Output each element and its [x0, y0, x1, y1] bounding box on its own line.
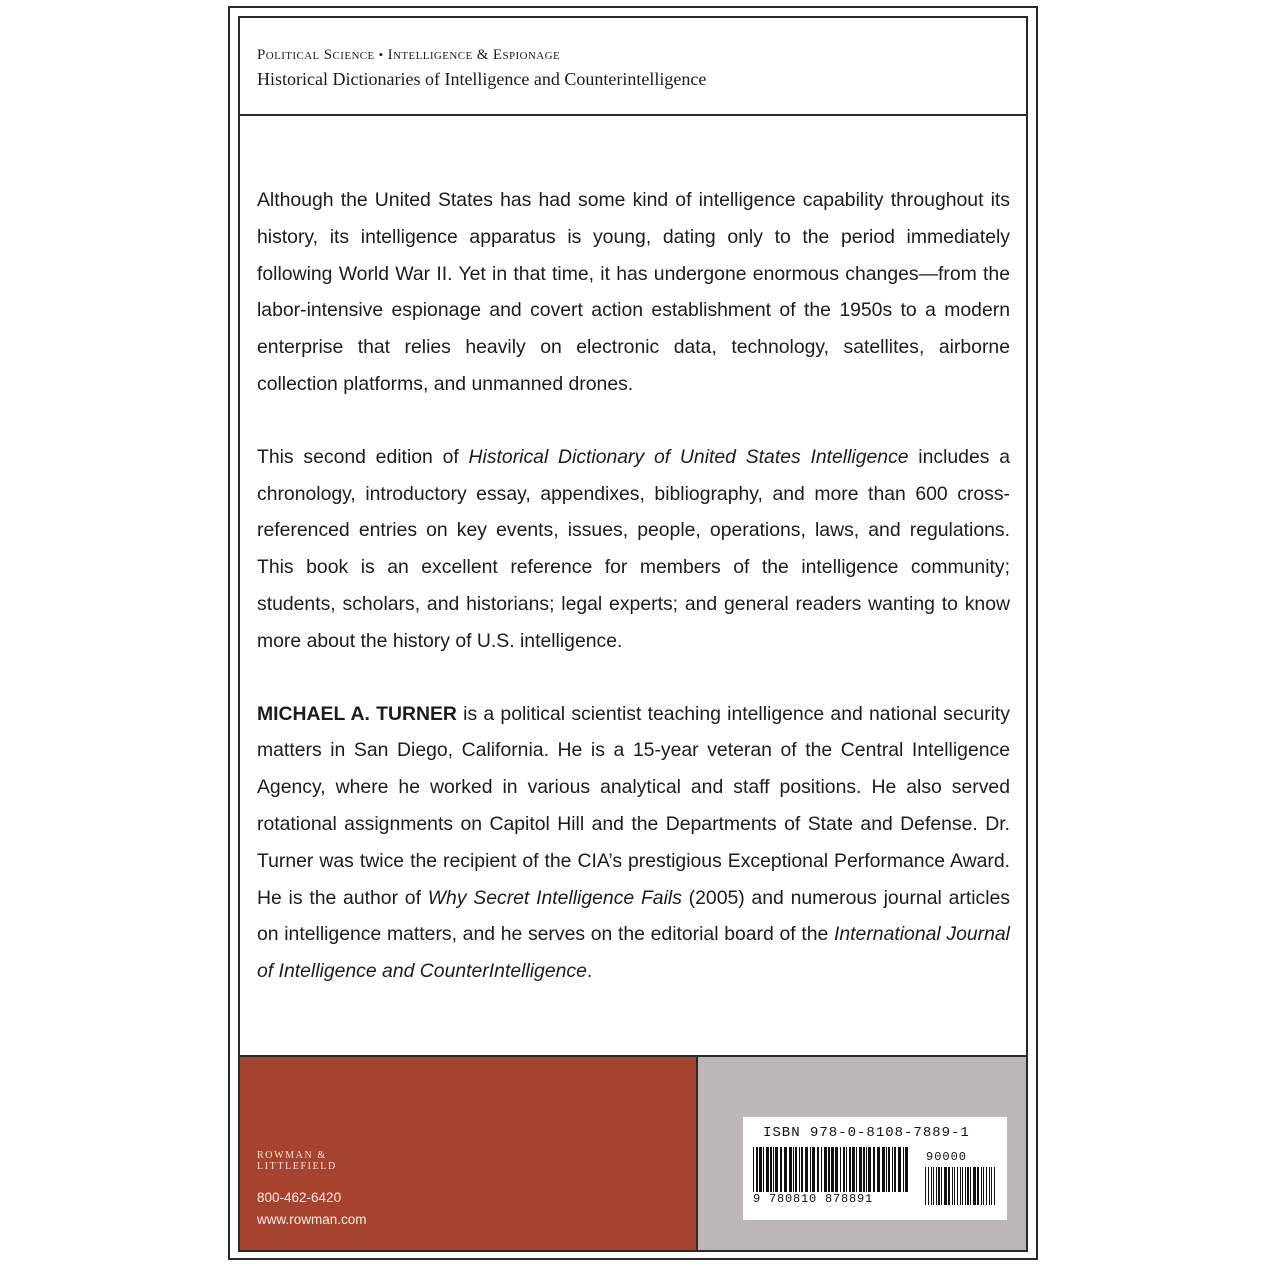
barcode-bar [843, 1147, 845, 1192]
barcode-bar [799, 1147, 800, 1192]
isbn-number: ISBN 978-0-8108-7889-1 [763, 1125, 970, 1141]
barcode-bar [859, 1147, 862, 1192]
barcode-bar [894, 1147, 896, 1192]
barcode-bar [882, 1147, 885, 1192]
barcode-bar [886, 1147, 887, 1192]
barcode-bar [948, 1167, 950, 1205]
journal-title: International Journal of Intelligence and CounterIntelligence [257, 923, 1010, 983]
barcode-bar [840, 1147, 841, 1192]
description-paragraph-1: Although the United States has had some kind of intelligence capability throughout its history, its intelligence apparatus is young, dating only to the period immediately following World War II. Yet in that time, it has undergone enormous changes—from the labor-intensive espionage and covert action establishment of the 1950s to a modern enterprise that relies heavily on electronic data, technology, satellites, airborne collection platforms, and unmanned drones. [257, 189, 1010, 395]
barcode-bar [810, 1147, 811, 1192]
barcode-bar [789, 1147, 792, 1192]
header-divider [238, 114, 1028, 116]
barcode-bar [877, 1147, 880, 1192]
barcode-bar [933, 1167, 934, 1205]
barcode-bar [821, 1147, 822, 1192]
description-text: This second edition of [257, 445, 469, 468]
barcode-bar [856, 1147, 857, 1192]
back-cover-copy [257, 182, 1010, 990]
ean-bars [753, 1147, 908, 1192]
description-text: includes a chronology, introductory essay, appendixes, bibliography, and more than 600 cross-referenced entries on key events, issues, people, operations, laws, and regulations. This book is an excellent reference for members of the intelligence community; students, scholars, and historians; legal experts; and general readers wanting to know more about the history of U.S. intelligence. [257, 445, 1010, 652]
barcode-bar [852, 1147, 855, 1192]
publisher-contact [257, 1187, 367, 1231]
barcode-bar [941, 1167, 942, 1205]
barcode-bar [801, 1147, 803, 1192]
barcode-bar [983, 1167, 984, 1205]
barcode-bar [892, 1147, 893, 1192]
barcode-bar [824, 1147, 827, 1192]
barcode-bar [773, 1147, 774, 1192]
barcode-bar [973, 1167, 976, 1205]
barcode-bar [986, 1167, 987, 1205]
barcode-bar [795, 1147, 797, 1192]
barcode-bar [784, 1147, 787, 1192]
barcode-bar [763, 1147, 764, 1192]
barcode-bar [888, 1147, 890, 1192]
barcode-bar [866, 1147, 867, 1192]
barcode-bar [793, 1147, 794, 1192]
barcode-bar [903, 1147, 904, 1192]
category-intelligence-espionage: Intelligence & Espionage [387, 47, 561, 63]
barcode-bar [817, 1147, 819, 1192]
author-bio [257, 696, 1010, 990]
description-paragraph-2 [257, 439, 1010, 660]
barcode-bar [753, 1147, 754, 1192]
subject-categories [257, 44, 1017, 66]
barcode-bar [780, 1147, 782, 1192]
barcode-bar [766, 1147, 769, 1192]
publisher-logo [257, 1150, 337, 1172]
author-name: MICHAEL A. TURNER [257, 702, 457, 725]
author-bio-text: . [586, 960, 593, 983]
barcode-bar [944, 1167, 947, 1205]
barcode-bar [991, 1167, 992, 1205]
barcode-bar [970, 1167, 971, 1205]
barcode-bar [967, 1167, 969, 1205]
barcode-bar [846, 1147, 847, 1192]
category-political-science: Political Science [257, 47, 375, 63]
barcode-bar [868, 1147, 871, 1192]
publisher-website: www.rowman.com [257, 1212, 367, 1227]
barcode-bar [775, 1147, 778, 1192]
barcode-bar [831, 1147, 834, 1192]
author-bio-text: is a political scientist teaching intelligence and national security matters in San Diego, California. He is a 15-year veteran of the Central Intelligence Agency, where he worked in various analytical and staff positions. He also served rotational assignments on Capitol Hill and the Departments of State and Defense. Dr. Turner was twice the recipient of the CIA’s prestigious Exceptional Performance Award. He is the author of [257, 702, 1010, 909]
category-separator: • [378, 47, 384, 62]
barcode-bar [805, 1147, 808, 1192]
book-title: Historical Dictionary of United States Intelligence [468, 445, 909, 468]
barcode-bar [931, 1167, 932, 1205]
barcode-bar [954, 1167, 955, 1205]
barcode-bar [962, 1167, 963, 1205]
barcode-bar [938, 1167, 940, 1205]
barcode-bar [981, 1167, 982, 1205]
barcode-bar [957, 1167, 958, 1205]
publisher-logo-line-2: LITTLEFIELD [257, 1161, 337, 1172]
barcode-bar [898, 1147, 901, 1192]
author-book-title: Why Secret Intelligence Fails [427, 886, 682, 909]
isbn-barcode [743, 1117, 1007, 1220]
cover-header [257, 44, 1017, 92]
ean-digits: 9 780810 878891 [753, 1192, 874, 1206]
barcode-bar [828, 1147, 830, 1192]
series-title: Historical Dictionaries of Intelligence and Counterintelligence [257, 69, 707, 89]
barcode-bar [977, 1167, 979, 1205]
barcode-bar [812, 1147, 815, 1192]
barcode-bar [756, 1147, 758, 1192]
barcode-bar [936, 1167, 937, 1205]
barcode-bar [905, 1147, 908, 1192]
barcode-bar [863, 1147, 865, 1192]
barcode-bar [928, 1167, 929, 1205]
barcode-bar [835, 1147, 838, 1192]
barcode-bar [770, 1147, 772, 1192]
author-bio-text: (2005) and numerous journal articles on intelligence matters, and he serves on the editorial board of the [257, 886, 1010, 946]
price-code-bars [925, 1167, 995, 1205]
barcode-bar [989, 1167, 990, 1205]
barcode-bar [960, 1167, 961, 1205]
barcode-bar [873, 1147, 875, 1192]
price-code: 90000 [926, 1150, 968, 1164]
barcode-bar [965, 1167, 966, 1205]
barcode-bar [952, 1167, 953, 1205]
barcode-bar [925, 1167, 926, 1205]
publisher-logo-line-1: ROWMAN & [257, 1150, 327, 1161]
barcode-bar [849, 1147, 851, 1192]
publisher-phone: 800-462-6420 [257, 1190, 342, 1205]
barcode-bar [759, 1147, 762, 1192]
barcode-bar [994, 1167, 995, 1205]
